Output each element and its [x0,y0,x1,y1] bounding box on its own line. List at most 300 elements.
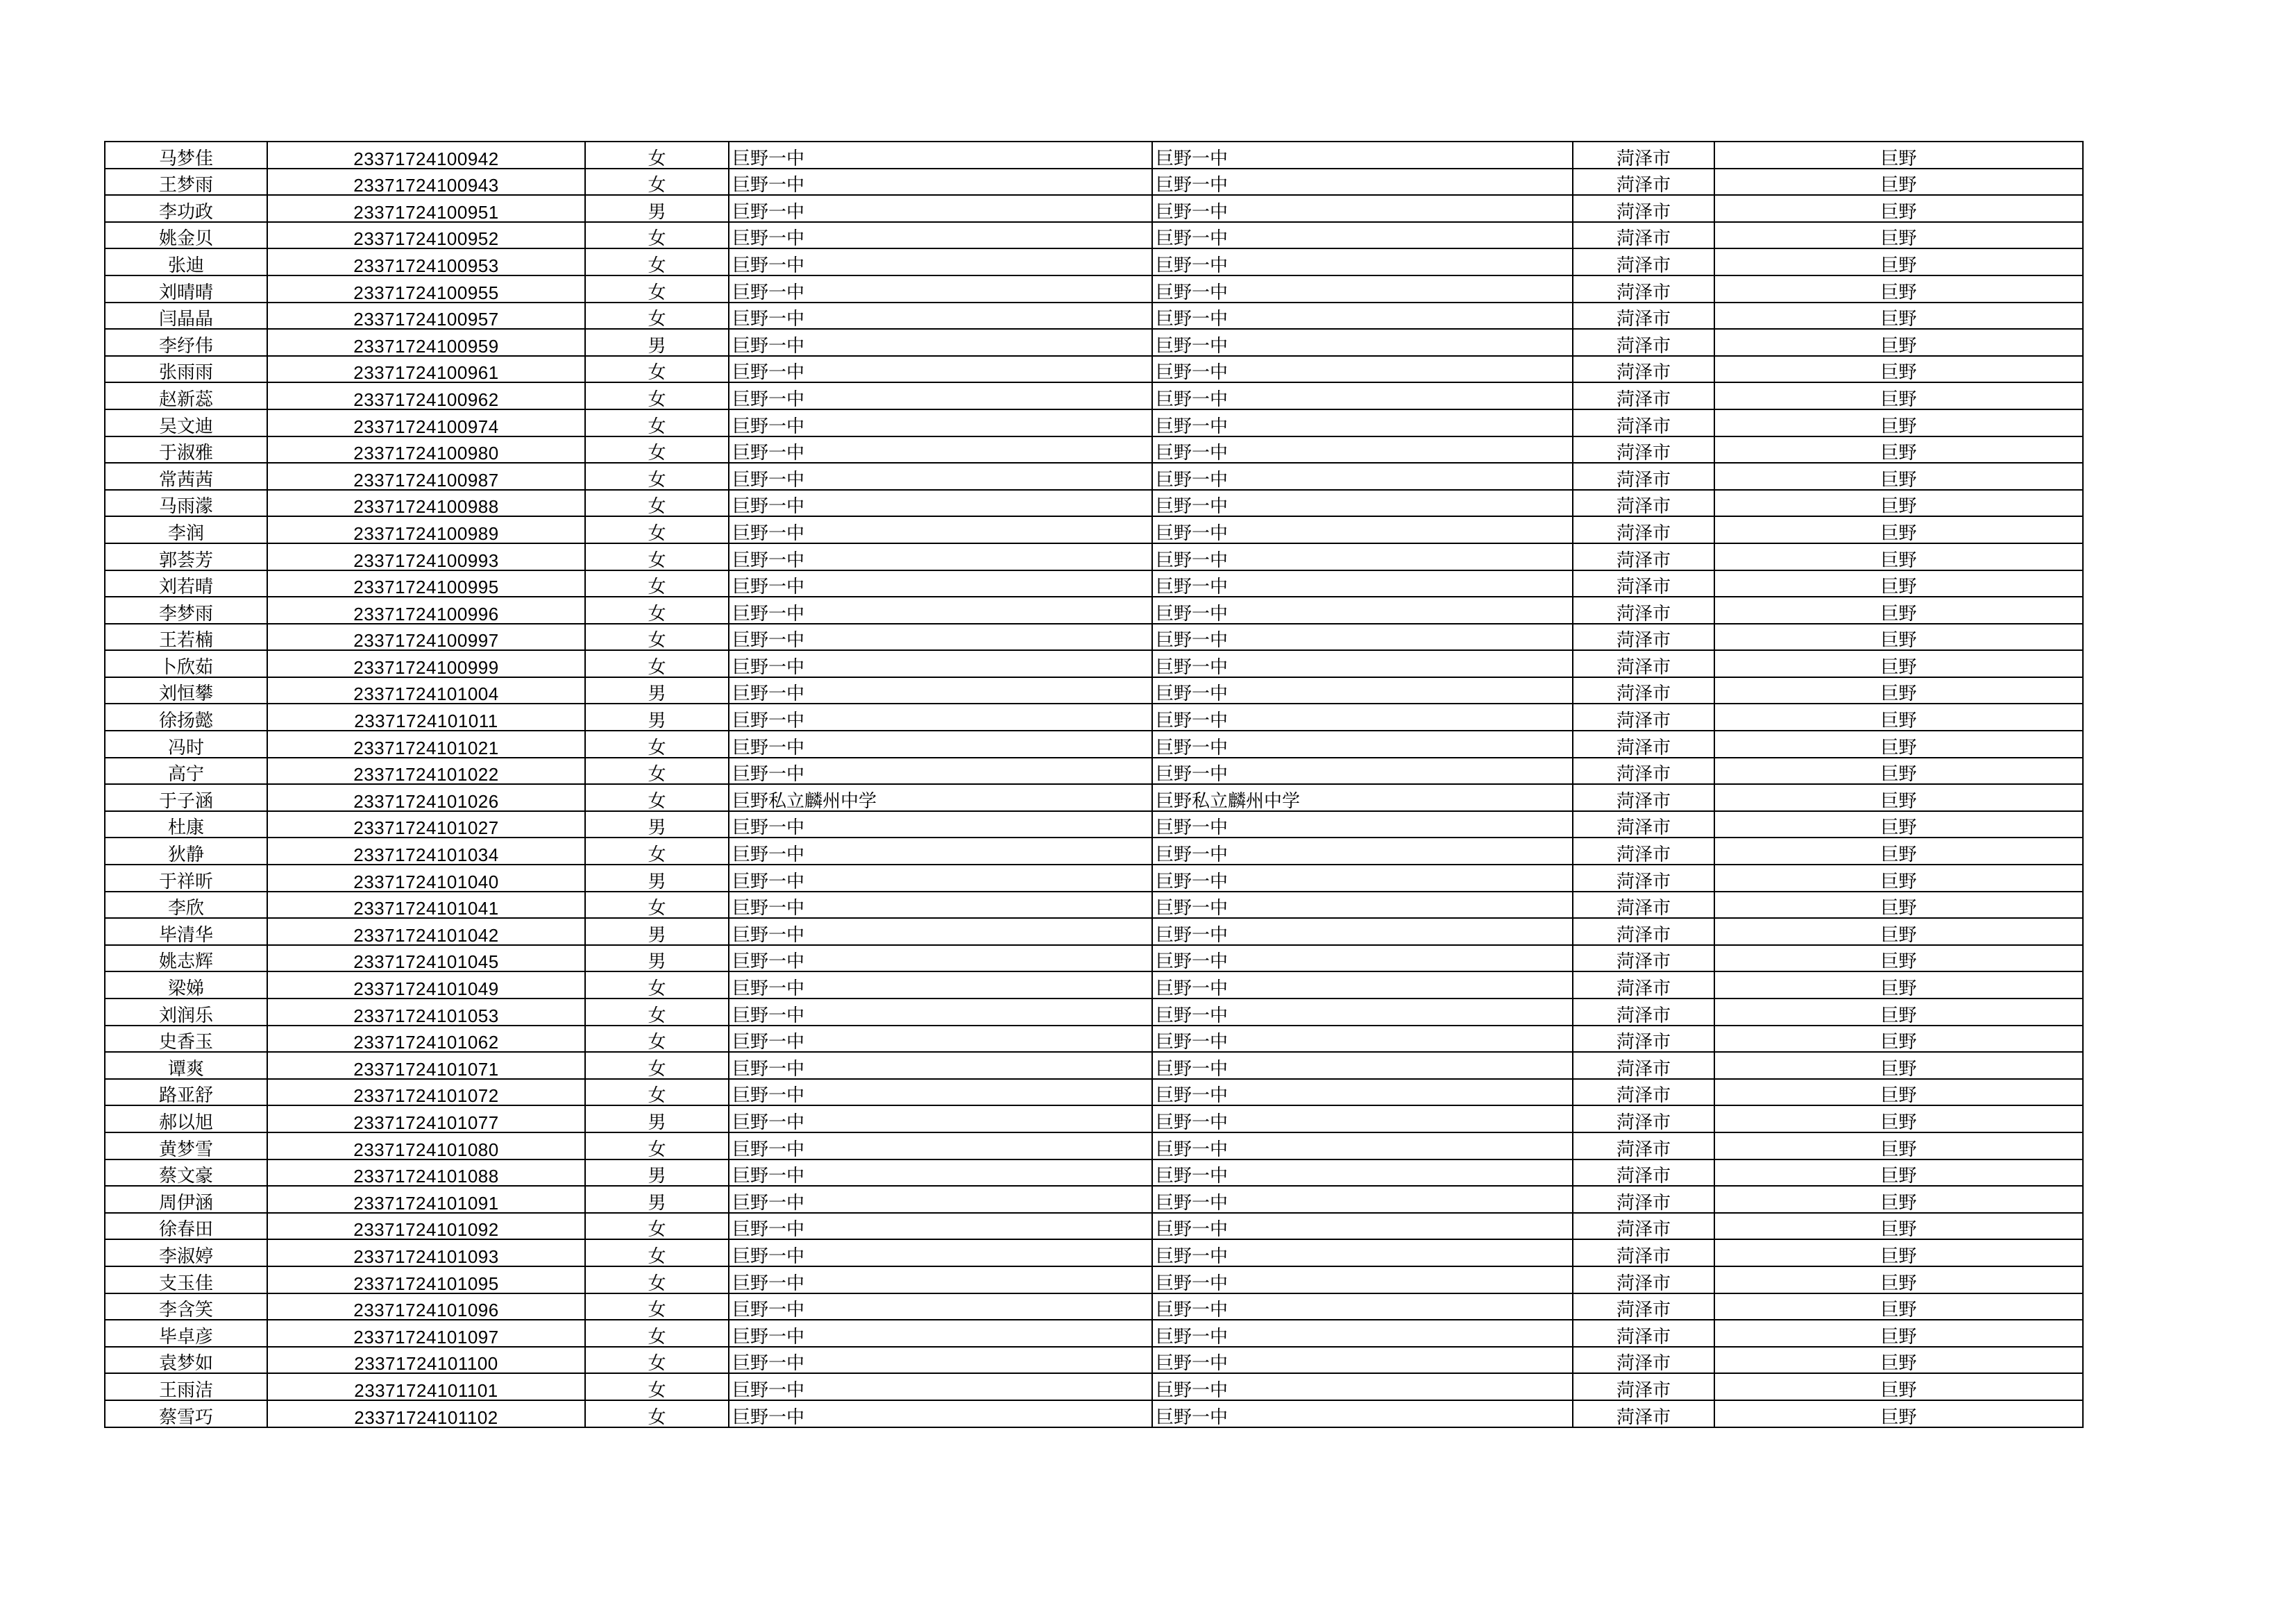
cell-school: 巨野一中 [729,1293,1152,1320]
cell-name: 袁梦如 [105,1347,267,1374]
cell-city: 菏泽市 [1573,918,1714,945]
table-row [105,1132,2083,1159]
cell-gender: 女 [585,624,729,651]
table-row [105,1320,2083,1347]
cell-school: 巨野一中 [729,918,1152,945]
cell-school: 巨野一中 [729,543,1152,570]
table-row [105,570,2083,597]
cell-county: 巨野 [1714,918,2083,945]
cell-county: 巨野 [1714,784,2083,811]
table-row [105,999,2083,1026]
cell-gender: 女 [585,169,729,196]
cell-county: 巨野 [1714,1266,2083,1293]
cell-school: 巨野一中 [729,463,1152,490]
cell-city: 菏泽市 [1573,329,1714,356]
table-row [105,1105,2083,1132]
table-row [105,1079,2083,1106]
table-row [105,784,2083,811]
cell-name: 马梦佳 [105,142,267,169]
cell-graduating-school: 巨野一中 [1152,677,1573,704]
cell-graduating-school: 巨野一中 [1152,1293,1573,1320]
cell-name: 于祥昕 [105,865,267,892]
cell-name: 杜康 [105,811,267,838]
cell-gender: 女 [585,597,729,624]
cell-city: 菏泽市 [1573,971,1714,999]
cell-city: 菏泽市 [1573,436,1714,464]
cell-school: 巨野私立麟州中学 [729,784,1152,811]
cell-city: 菏泽市 [1573,892,1714,919]
cell-name: 姚志辉 [105,945,267,972]
cell-school: 巨野一中 [729,275,1152,303]
cell-gender: 女 [585,892,729,919]
table-row [105,463,2083,490]
cell-exam-id: 23371724101034 [267,838,585,865]
cell-name: 蔡雪巧 [105,1400,267,1427]
cell-exam-id: 23371724101072 [267,1079,585,1106]
cell-county: 巨野 [1714,248,2083,275]
cell-exam-id: 23371724101053 [267,999,585,1026]
cell-graduating-school: 巨野一中 [1152,597,1573,624]
cell-graduating-school: 巨野一中 [1152,195,1573,222]
cell-gender: 男 [585,195,729,222]
student-table [104,141,2084,1428]
cell-exam-id: 23371724101102 [267,1400,585,1427]
cell-county: 巨野 [1714,1132,2083,1159]
cell-county: 巨野 [1714,1293,2083,1320]
cell-county: 巨野 [1714,704,2083,731]
cell-city: 菏泽市 [1573,1159,1714,1187]
cell-exam-id: 23371724100951 [267,195,585,222]
cell-county: 巨野 [1714,195,2083,222]
cell-gender: 女 [585,1213,729,1240]
cell-school: 巨野一中 [729,865,1152,892]
cell-exam-id: 23371724101022 [267,758,585,785]
cell-gender: 女 [585,784,729,811]
cell-city: 菏泽市 [1573,1293,1714,1320]
cell-city: 菏泽市 [1573,1266,1714,1293]
cell-city: 菏泽市 [1573,409,1714,436]
cell-city: 菏泽市 [1573,758,1714,785]
cell-gender: 女 [585,1400,729,1427]
cell-school: 巨野一中 [729,945,1152,972]
cell-county: 巨野 [1714,275,2083,303]
cell-school: 巨野一中 [729,731,1152,758]
cell-county: 巨野 [1714,1239,2083,1266]
cell-graduating-school: 巨野一中 [1152,329,1573,356]
cell-name: 毕清华 [105,918,267,945]
cell-graduating-school: 巨野一中 [1152,463,1573,490]
cell-school: 巨野一中 [729,1373,1152,1400]
cell-graduating-school: 巨野一中 [1152,570,1573,597]
table-row [105,356,2083,383]
cell-graduating-school: 巨野一中 [1152,1373,1573,1400]
cell-county: 巨野 [1714,971,2083,999]
cell-city: 菏泽市 [1573,838,1714,865]
cell-exam-id: 23371724100988 [267,490,585,517]
cell-graduating-school: 巨野一中 [1152,142,1573,169]
cell-city: 菏泽市 [1573,1052,1714,1079]
cell-city: 菏泽市 [1573,945,1714,972]
table-row [105,971,2083,999]
cell-name: 姚金贝 [105,222,267,249]
cell-graduating-school: 巨野一中 [1152,650,1573,677]
cell-county: 巨野 [1714,865,2083,892]
cell-graduating-school: 巨野一中 [1152,356,1573,383]
cell-name: 郭荟芳 [105,543,267,570]
cell-city: 菏泽市 [1573,303,1714,330]
cell-county: 巨野 [1714,1400,2083,1427]
table-row [105,704,2083,731]
cell-school: 巨野一中 [729,169,1152,196]
table-row [105,275,2083,303]
cell-name: 于淑雅 [105,436,267,464]
cell-exam-id: 23371724101077 [267,1105,585,1132]
cell-graduating-school: 巨野一中 [1152,382,1573,409]
cell-county: 巨野 [1714,382,2083,409]
cell-name: 马雨濛 [105,490,267,517]
cell-exam-id: 23371724100943 [267,169,585,196]
cell-school: 巨野一中 [729,356,1152,383]
cell-name: 刘若晴 [105,570,267,597]
table-row [105,1373,2083,1400]
cell-exam-id: 23371724101042 [267,918,585,945]
cell-county: 巨野 [1714,1213,2083,1240]
cell-graduating-school: 巨野一中 [1152,1132,1573,1159]
cell-city: 菏泽市 [1573,248,1714,275]
table-row [105,382,2083,409]
cell-name: 黄梦雪 [105,1132,267,1159]
cell-name: 吴文迪 [105,409,267,436]
cell-school: 巨野一中 [729,1079,1152,1106]
cell-school: 巨野一中 [729,1239,1152,1266]
cell-city: 菏泽市 [1573,570,1714,597]
table-row [105,1052,2083,1079]
cell-county: 巨野 [1714,1052,2083,1079]
cell-gender: 女 [585,543,729,570]
cell-name: 卜欣茹 [105,650,267,677]
cell-school: 巨野一中 [729,624,1152,651]
cell-city: 菏泽市 [1573,490,1714,517]
cell-county: 巨野 [1714,490,2083,517]
table-row [105,329,2083,356]
cell-name: 李欣 [105,892,267,919]
cell-county: 巨野 [1714,838,2083,865]
cell-graduating-school: 巨野一中 [1152,1052,1573,1079]
table-row [105,1347,2083,1374]
cell-gender: 女 [585,1239,729,1266]
cell-county: 巨野 [1714,169,2083,196]
cell-name: 赵新蕊 [105,382,267,409]
cell-school: 巨野一中 [729,971,1152,999]
cell-county: 巨野 [1714,463,2083,490]
cell-exam-id: 23371724101096 [267,1293,585,1320]
cell-city: 菏泽市 [1573,516,1714,543]
table-row [105,650,2083,677]
cell-name: 张雨雨 [105,356,267,383]
table-row [105,945,2083,972]
cell-gender: 女 [585,1132,729,1159]
cell-school: 巨野一中 [729,1186,1152,1213]
cell-graduating-school: 巨野一中 [1152,731,1573,758]
cell-name: 王梦雨 [105,169,267,196]
cell-city: 菏泽市 [1573,169,1714,196]
table-row [105,1026,2083,1053]
cell-name: 李纾伟 [105,329,267,356]
cell-county: 巨野 [1714,543,2083,570]
cell-graduating-school: 巨野一中 [1152,624,1573,651]
cell-school: 巨野一中 [729,409,1152,436]
cell-exam-id: 23371724100955 [267,275,585,303]
cell-exam-id: 23371724101021 [267,731,585,758]
cell-graduating-school: 巨野一中 [1152,222,1573,249]
cell-exam-id: 23371724101100 [267,1347,585,1374]
cell-gender: 女 [585,463,729,490]
cell-exam-id: 23371724100987 [267,463,585,490]
cell-school: 巨野一中 [729,999,1152,1026]
table-row [105,248,2083,275]
cell-school: 巨野一中 [729,704,1152,731]
table-row [105,169,2083,196]
cell-exam-id: 23371724101071 [267,1052,585,1079]
cell-school: 巨野一中 [729,1213,1152,1240]
cell-gender: 男 [585,704,729,731]
cell-county: 巨野 [1714,731,2083,758]
cell-county: 巨野 [1714,1320,2083,1347]
cell-graduating-school: 巨野一中 [1152,1159,1573,1187]
cell-school: 巨野一中 [729,1400,1152,1427]
cell-graduating-school: 巨野一中 [1152,1239,1573,1266]
cell-name: 毕卓彦 [105,1320,267,1347]
cell-school: 巨野一中 [729,677,1152,704]
cell-county: 巨野 [1714,650,2083,677]
table-row [105,838,2083,865]
cell-gender: 女 [585,382,729,409]
cell-gender: 男 [585,945,729,972]
cell-city: 菏泽市 [1573,811,1714,838]
cell-gender: 男 [585,1105,729,1132]
cell-exam-id: 23371724100993 [267,543,585,570]
cell-gender: 女 [585,570,729,597]
cell-exam-id: 23371724101062 [267,1026,585,1053]
cell-gender: 女 [585,436,729,464]
cell-gender: 女 [585,516,729,543]
cell-city: 菏泽市 [1573,1239,1714,1266]
cell-name: 闫晶晶 [105,303,267,330]
cell-graduating-school: 巨野一中 [1152,945,1573,972]
cell-graduating-school: 巨野一中 [1152,918,1573,945]
cell-exam-id: 23371724101049 [267,971,585,999]
cell-exam-id: 23371724101095 [267,1266,585,1293]
cell-graduating-school: 巨野一中 [1152,811,1573,838]
cell-graduating-school: 巨野一中 [1152,758,1573,785]
cell-graduating-school: 巨野一中 [1152,275,1573,303]
cell-name: 狄静 [105,838,267,865]
cell-name: 张迪 [105,248,267,275]
cell-school: 巨野一中 [729,142,1152,169]
cell-gender: 男 [585,1186,729,1213]
cell-city: 菏泽市 [1573,999,1714,1026]
cell-county: 巨野 [1714,329,2083,356]
cell-name: 刘恒攀 [105,677,267,704]
cell-gender: 男 [585,811,729,838]
cell-school: 巨野一中 [729,1159,1152,1187]
cell-county: 巨野 [1714,436,2083,464]
cell-exam-id: 23371724100952 [267,222,585,249]
cell-city: 菏泽市 [1573,1026,1714,1053]
cell-county: 巨野 [1714,222,2083,249]
cell-county: 巨野 [1714,811,2083,838]
table-row [105,1293,2083,1320]
table-row [105,1266,2083,1293]
cell-graduating-school: 巨野一中 [1152,490,1573,517]
table-row [105,865,2083,892]
cell-city: 菏泽市 [1573,865,1714,892]
table-row [105,677,2083,704]
cell-exam-id: 23371724101045 [267,945,585,972]
cell-school: 巨野一中 [729,195,1152,222]
cell-city: 菏泽市 [1573,784,1714,811]
cell-graduating-school: 巨野一中 [1152,1186,1573,1213]
cell-exam-id: 23371724100953 [267,248,585,275]
cell-name: 郝以旭 [105,1105,267,1132]
cell-exam-id: 23371724101101 [267,1373,585,1400]
cell-gender: 女 [585,303,729,330]
cell-county: 巨野 [1714,999,2083,1026]
cell-graduating-school: 巨野一中 [1152,865,1573,892]
cell-gender: 女 [585,275,729,303]
cell-name: 于子涵 [105,784,267,811]
cell-gender: 女 [585,731,729,758]
cell-city: 菏泽市 [1573,624,1714,651]
cell-school: 巨野一中 [729,892,1152,919]
table-row [105,195,2083,222]
cell-graduating-school: 巨野一中 [1152,303,1573,330]
cell-exam-id: 23371724101093 [267,1239,585,1266]
table-row [105,303,2083,330]
cell-city: 菏泽市 [1573,195,1714,222]
cell-gender: 女 [585,999,729,1026]
cell-gender: 女 [585,838,729,865]
cell-exam-id: 23371724101040 [267,865,585,892]
cell-school: 巨野一中 [729,1266,1152,1293]
cell-name: 李润 [105,516,267,543]
cell-county: 巨野 [1714,624,2083,651]
cell-gender: 男 [585,918,729,945]
cell-school: 巨野一中 [729,597,1152,624]
cell-county: 巨野 [1714,1079,2083,1106]
cell-county: 巨野 [1714,142,2083,169]
cell-graduating-school: 巨野一中 [1152,704,1573,731]
cell-city: 菏泽市 [1573,677,1714,704]
table-row [105,1213,2083,1240]
cell-school: 巨野一中 [729,436,1152,464]
cell-gender: 女 [585,356,729,383]
cell-gender: 女 [585,1079,729,1106]
cell-gender: 女 [585,1347,729,1374]
cell-school: 巨野一中 [729,570,1152,597]
cell-city: 菏泽市 [1573,463,1714,490]
cell-city: 菏泽市 [1573,1373,1714,1400]
cell-city: 菏泽市 [1573,1079,1714,1106]
cell-graduating-school: 巨野一中 [1152,892,1573,919]
cell-exam-id: 23371724101004 [267,677,585,704]
cell-name: 常茜茜 [105,463,267,490]
cell-graduating-school: 巨野一中 [1152,436,1573,464]
cell-graduating-school: 巨野一中 [1152,169,1573,196]
cell-school: 巨野一中 [729,516,1152,543]
cell-exam-id: 23371724100959 [267,329,585,356]
cell-school: 巨野一中 [729,248,1152,275]
cell-name: 李含笑 [105,1293,267,1320]
cell-city: 菏泽市 [1573,1132,1714,1159]
cell-school: 巨野一中 [729,303,1152,330]
table-row [105,1186,2083,1213]
cell-school: 巨野一中 [729,222,1152,249]
cell-gender: 男 [585,677,729,704]
cell-school: 巨野一中 [729,490,1152,517]
cell-exam-id: 23371724101041 [267,892,585,919]
cell-name: 谭爽 [105,1052,267,1079]
cell-school: 巨野一中 [729,811,1152,838]
cell-exam-id: 23371724101097 [267,1320,585,1347]
cell-name: 蔡文豪 [105,1159,267,1187]
table-row [105,142,2083,169]
cell-city: 菏泽市 [1573,1213,1714,1240]
cell-county: 巨野 [1714,892,2083,919]
cell-name: 周伊涵 [105,1186,267,1213]
cell-county: 巨野 [1714,597,2083,624]
cell-graduating-school: 巨野一中 [1152,1026,1573,1053]
cell-gender: 女 [585,1293,729,1320]
cell-gender: 男 [585,1159,729,1187]
table-row [105,490,2083,517]
cell-gender: 男 [585,329,729,356]
cell-graduating-school: 巨野私立麟州中学 [1152,784,1573,811]
table-row [105,918,2083,945]
cell-name: 李功政 [105,195,267,222]
cell-school: 巨野一中 [729,758,1152,785]
cell-graduating-school: 巨野一中 [1152,838,1573,865]
cell-name: 徐春田 [105,1213,267,1240]
cell-exam-id: 23371724100957 [267,303,585,330]
cell-graduating-school: 巨野一中 [1152,1266,1573,1293]
table-row [105,1159,2083,1187]
table-row [105,516,2083,543]
cell-exam-id: 23371724100980 [267,436,585,464]
cell-city: 菏泽市 [1573,142,1714,169]
cell-county: 巨野 [1714,1105,2083,1132]
cell-county: 巨野 [1714,409,2083,436]
cell-school: 巨野一中 [729,1105,1152,1132]
cell-graduating-school: 巨野一中 [1152,1400,1573,1427]
cell-school: 巨野一中 [729,838,1152,865]
cell-gender: 女 [585,1373,729,1400]
cell-gender: 女 [585,1266,729,1293]
cell-gender: 女 [585,409,729,436]
cell-gender: 女 [585,142,729,169]
cell-graduating-school: 巨野一中 [1152,999,1573,1026]
cell-county: 巨野 [1714,1186,2083,1213]
cell-city: 菏泽市 [1573,1105,1714,1132]
cell-graduating-school: 巨野一中 [1152,543,1573,570]
cell-name: 李淑婷 [105,1239,267,1266]
cell-school: 巨野一中 [729,1132,1152,1159]
cell-city: 菏泽市 [1573,1186,1714,1213]
cell-city: 菏泽市 [1573,1347,1714,1374]
cell-name: 徐扬懿 [105,704,267,731]
cell-gender: 女 [585,1026,729,1053]
cell-county: 巨野 [1714,303,2083,330]
